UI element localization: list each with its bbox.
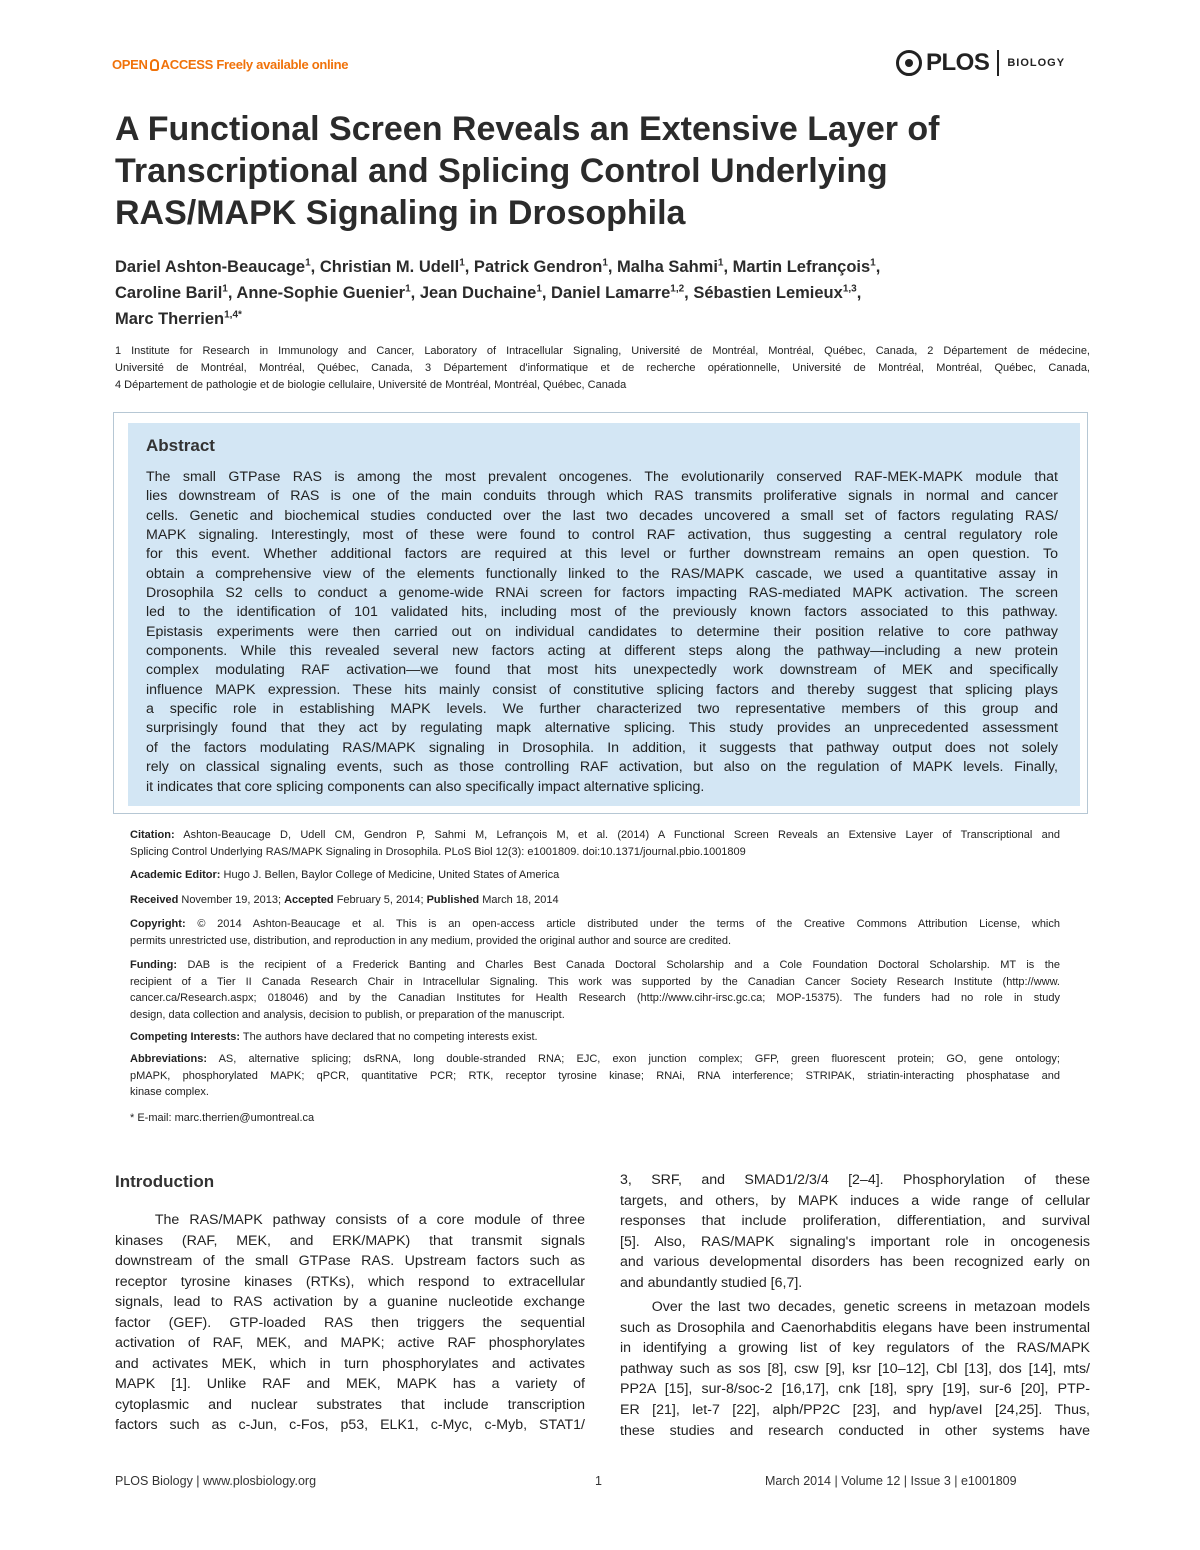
- citation-line: Splicing Control Underlying RAS/MAPK Signaling in Drosophila. PLoS Biol 12(3): e1001809. doi:10.1371/journal.pbio.1001809: [130, 845, 746, 858]
- author-affiliation-marker: 1: [536, 283, 542, 295]
- text-line: Over the last two decades, genetic screens in metazoan models: [620, 1299, 1090, 1316]
- editor-label: Academic Editor:: [130, 869, 221, 881]
- affiliations: [115, 343, 1090, 394]
- author-name: Marc Therrien: [115, 310, 225, 328]
- author-name: Dariel Ashton-Beaucage: [115, 258, 306, 276]
- received-date: November 19, 2013;: [178, 894, 285, 906]
- affiliation-line: 4 Département de pathologie et de biologie cellulaire, Université de Montréal, Montréal, Québec, Canada: [115, 379, 627, 391]
- freely-available-label: Freely available online: [216, 57, 349, 72]
- plos-logo-icon: [896, 50, 922, 76]
- text-line: Drosophila S2 cells to conduct a genome-wide RNAi screen for factors impacting RAS-mediated MAPK activation. The screen: [146, 585, 1058, 602]
- published-date: March 18, 2014: [479, 894, 559, 906]
- text-line: PP2A [15], sur-8/soc-2 [16,17], cnk [18], spry [19], sur-6 [20], PTP-: [620, 1381, 1090, 1398]
- access-label: ACCESS: [160, 57, 214, 72]
- author-affiliation-marker: 1,2: [670, 283, 685, 295]
- text-line: Epistasis experiments were then carried out on individual candidates to determine their position relative to core pathway: [146, 623, 1058, 640]
- text-line: of the factors modulating RAS/MAPK signaling in Drosophila. In addition, it suggests that pathway output does not solely: [146, 739, 1058, 756]
- text-line: surprisingly found that they act by regulating mapk alternative splicing. This study provides an unprecedented assessment: [146, 720, 1058, 737]
- abstract-body: [146, 468, 1058, 797]
- funding-line: recipient of a Tier II Canada Research Chair in Intracellular Signaling. This work was supported by the Canadian Cancer Society Research Institute (http://www.: [130, 975, 1060, 988]
- text-line: a specific role in establishing MAPK levels. We further characterized two representative members of this group and: [146, 701, 1058, 718]
- competing-interests-block: [130, 1029, 1060, 1046]
- affiliation-line: Université de Montréal, Montréal, Québec, Canada, 3 Département d'informatique et de recherche opérationnelle, Université de Montréal, Montréal, Québec, Canada,: [115, 362, 1090, 374]
- logo-divider: [997, 50, 999, 76]
- introduction-heading: Introduction: [115, 1172, 215, 1191]
- author-separator: ,: [875, 258, 881, 276]
- text-line: responses that include proliferation, differentiation, and survival: [620, 1213, 1090, 1230]
- funding-block: [130, 957, 1060, 1023]
- copyright-label: Copyright:: [130, 918, 186, 930]
- text-line: [5]. Also, RAS/MAPK signaling's important role in oncogenesis: [620, 1233, 1090, 1250]
- text-line: such as Drosophila and Caenorhabditis elegans have been instrumental: [620, 1319, 1090, 1336]
- text-line: led to the identification of 101 validated hits, including most of the previously known factors associated to this pathway.: [146, 604, 1058, 621]
- text-line: influence MAPK expression. These hits mainly consist of constitutive splicing factors and thereby suggest that splicing plays: [146, 681, 1058, 698]
- text-line: ER [21], let-7 [22], alph/PP2C [23], and hyp/aveI [24,25]. Thus,: [620, 1402, 1090, 1419]
- journal-name: BIOLOGY: [1007, 57, 1066, 69]
- author-name: , Daniel Lamarre: [541, 284, 671, 302]
- text-line: The small GTPase RAS is among the most prevalent oncogenes. The evolutionarily conserved RAF-MEK-MAPK module that: [146, 469, 1058, 485]
- text-line: downstream of the small GTPase RAS. Upstream factors such as: [115, 1253, 585, 1270]
- text-line: obtain a comprehensive view of the elements functionally linked to the RAS/MAPK cascade, we used a quantitative assay in: [146, 565, 1058, 582]
- text-line: receptor tyrosine kinases (RTKs), which respond to extracellular: [115, 1273, 585, 1290]
- author-name: , Christian M. Udell: [310, 258, 460, 276]
- editor-line: [130, 867, 1060, 884]
- editor-block: [130, 867, 1060, 884]
- title-line: Transcriptional and Splicing Control Underlying: [115, 152, 888, 190]
- author-line: [115, 280, 1105, 306]
- funding-line: [130, 957, 1060, 974]
- text-line: and abundantly studied [6,7].: [620, 1274, 803, 1291]
- page-number: 1: [595, 1474, 602, 1488]
- text-line: these studies and research conducted in other systems have: [620, 1422, 1090, 1439]
- funding-text: DAB is the recipient of a Frederick Banting and Charles Best Canada Doctoral Scholarship and a Cole Foundation Doctoral Scholarship. MT is the: [177, 959, 1060, 971]
- abbreviations-block: [130, 1051, 1060, 1101]
- published-label: Published: [426, 894, 480, 906]
- text-line: rely on classical signaling events, such as those controlling RAF activation, but also on the regulation of MAPK levels. Finally,: [146, 759, 1058, 776]
- plos-wordmark: PLOS: [926, 49, 990, 76]
- citation-text: Ashton-Beaucage D, Udell CM, Gendron P, Sahmi M, Lefrançois M, et al. (2014) A Functional Screen Reveals an Extensive Layer of Transcriptional and: [174, 829, 1060, 841]
- competing-line: [130, 1029, 1060, 1046]
- footer-issue: March 2014 | Volume 12 | Issue 3 | e1001809: [765, 1474, 1017, 1488]
- text-line: lies downstream of RAS is one of the main conduits through which RAS transmits proliferative signals in normal and cancer: [146, 488, 1058, 505]
- author-affiliation-marker: 1: [305, 257, 311, 269]
- abbreviations-line: pMAPK, phosphorylated MAPK; qPCR, quantitative PCR; RTK, receptor tyrosine kinase; RNAi, RNA interference; STRIPAK, striatin-interacting phosphatase and: [130, 1069, 1060, 1082]
- citation-block: [130, 827, 1060, 860]
- text-line: pathway such as sos [8], csw [9], ksr [10–12], Cbl [13], dos [14], mts/: [620, 1360, 1090, 1377]
- text-line: cells. Genetic and biochemical studies conducted over the last two decades uncovered a small set of factors regulating RAS/: [146, 507, 1058, 524]
- title-line: RAS/MAPK Signaling in Drosophila: [115, 194, 686, 232]
- author-affiliation-marker: 1: [870, 257, 876, 269]
- accepted-label: Accepted: [284, 894, 334, 906]
- competing-text: The authors have declared that no competing interests exist.: [240, 1031, 538, 1043]
- author-name: Caroline Baril: [115, 284, 223, 302]
- author-affiliation-marker: 1,4*: [224, 309, 242, 321]
- citation-label: Citation:: [130, 829, 175, 841]
- text-line: cytoplasmic and nuclear substrates that include transcription: [115, 1396, 585, 1413]
- funding-line: cancer.ca/Research.aspx; 018046) and by the Canadian Institutes for Health Research (http://www.cihr-irsc.gc.ca; MOP-15375). The funders had no role in study: [130, 992, 1060, 1004]
- author-affiliation-marker: 1: [405, 283, 411, 295]
- text-line: factor (GEF). GTP-loaded RAS then triggers the sequential: [115, 1314, 585, 1331]
- open-label: OPEN: [112, 57, 148, 72]
- text-line: and various developmental disorders has been recognized early on: [620, 1254, 1090, 1271]
- author-separator: ,: [856, 284, 862, 302]
- text-line: components. While this revealed several new factors acting at different steps along the pathway—including a new protein: [146, 643, 1058, 660]
- text-line: 3, SRF, and SMAD1/2/3/4 [2–4]. Phosphorylation of these: [620, 1172, 1090, 1188]
- accepted-date: February 5, 2014;: [333, 894, 427, 906]
- abstract-heading: Abstract: [146, 436, 215, 455]
- author-name: , Jean Duchaine: [410, 284, 537, 302]
- abbreviations-line: [130, 1051, 1060, 1068]
- text-line: activation of RAF, MEK, and MAPK; active RAF phosphorylates: [115, 1335, 585, 1352]
- text-line: MAPK signaling. Interestingly, most of these were found to control RAF activation, thus suggesting a central regulatory role: [146, 527, 1058, 544]
- abbreviations-text: AS, alternative splicing; dsRNA, long double-stranded RNA; EJC, exon junction complex; GFP, green fluorescent protein; GO, gene ontology;: [207, 1053, 1060, 1065]
- text-line: MAPK [1]. Unlike RAF and MEK, MAPK has a variety of: [115, 1376, 585, 1393]
- competing-label: Competing Interests:: [130, 1031, 241, 1043]
- text-line: The RAS/MAPK pathway consists of a core module of three: [115, 1212, 585, 1228]
- author-name: , Martin Lefrançois: [723, 258, 871, 276]
- text-line: signals, lead to RAS activation by a guanine nucleotide exchange: [115, 1294, 585, 1311]
- open-access-lock-icon: [150, 59, 159, 71]
- footer-journal: PLOS Biology | www.plosbiology.org: [115, 1474, 317, 1488]
- copyright-line: permits unrestricted use, distribution, and reproduction in any medium, provided the original author and source are credited.: [130, 934, 732, 947]
- funding-label: Funding:: [130, 959, 178, 971]
- dates-line: [130, 892, 1060, 909]
- dates-block: [130, 892, 1060, 909]
- copyright-line: [130, 916, 1060, 933]
- intro-right-column: [620, 1170, 1090, 1441]
- abbreviations-label: Abbreviations:: [130, 1053, 208, 1065]
- author-name: , Patrick Gendron: [464, 258, 603, 276]
- intro-left-column: [115, 1210, 585, 1436]
- abbreviations-line: kinase complex.: [130, 1086, 209, 1098]
- text-line: in identifying a growing list of key regulators of the RAS/MAPK: [620, 1340, 1090, 1357]
- received-label: Received: [130, 894, 179, 906]
- affiliation-line: 1 Institute for Research in Immunology and Cancer, Laboratory of Intracellular Signaling, Université de Montréal, Montréal, Québec, Canada, 2 Département de médecine,: [115, 345, 1090, 357]
- copyright-block: [130, 916, 1060, 949]
- author-line: [115, 254, 1105, 280]
- open-access-badge: [112, 57, 348, 72]
- email-block: [130, 1110, 1060, 1127]
- text-line: and activates MEK, which in turn phosphorylates and activates: [115, 1355, 585, 1372]
- text-line: targets, and others, by MAPK induces a wide range of cellular: [620, 1192, 1090, 1209]
- text-line: kinases (RAF, MEK, and ERK/MAPK) that transmit signals: [115, 1232, 585, 1249]
- editor-text: Hugo J. Bellen, Baylor College of Medicine, United States of America: [220, 869, 560, 881]
- author-list: [115, 254, 1105, 332]
- author-affiliation-marker: 1: [717, 257, 724, 269]
- text-line: for this event. Whether additional factors are required at this level or further downstream remains an open question. To: [146, 546, 1058, 563]
- text-line: it indicates that core splicing components can also specifically impact alternative splicing.: [146, 778, 705, 795]
- text-line: complex modulating RAF activation—we found that most hits unexpectedly work downstream of MEK and specifically: [146, 662, 1058, 679]
- author-affiliation-marker: 1,3: [842, 283, 857, 295]
- author-affiliation-marker: 1: [222, 283, 228, 295]
- author-affiliation-marker: 1: [602, 257, 608, 269]
- plos-biology-logo: [896, 47, 1065, 79]
- funding-line: design, data collection and analysis, decision to publish, or preparation of the manuscript.: [130, 1008, 565, 1021]
- text-line: factors such as c-Jun, c-Fos, p53, ELK1, c-Myc, c-Myb, STAT1/: [115, 1417, 585, 1434]
- article-title: [115, 108, 1095, 234]
- author-name: , Sébastien Lemieux: [684, 284, 843, 302]
- copyright-text: © 2014 Ashton-Beaucage et al. This is an open-access article distributed under the terms of the Creative Commons Attribution License, which: [185, 918, 1060, 930]
- author-name: , Malha Sahmi: [607, 258, 718, 276]
- author-affiliation-marker: 1: [459, 257, 465, 269]
- corresponding-email[interactable]: * E-mail: marc.therrien@umontreal.ca: [130, 1112, 315, 1124]
- citation-line: [130, 827, 1060, 844]
- author-line: [115, 306, 1105, 332]
- title-line: A Functional Screen Reveals an Extensive Layer of: [115, 110, 940, 148]
- author-name: , Anne-Sophie Guenier: [227, 284, 406, 302]
